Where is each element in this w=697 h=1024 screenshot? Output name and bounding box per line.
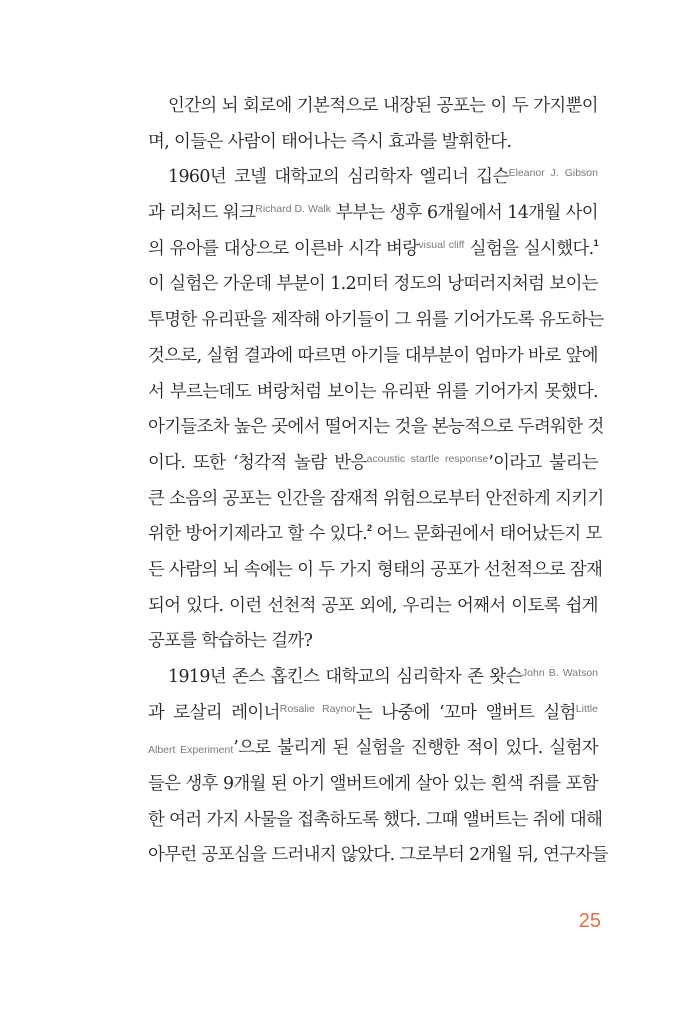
text-segment: ’이라고 불리는 <box>488 452 598 473</box>
text-segment: 부부는 생후 6개월에서 14개월 사이 <box>330 203 598 224</box>
text-line <box>148 160 598 196</box>
english-annotation: visual cliff <box>418 238 465 251</box>
text-line: 큰 소음의 공포는 인간을 잠재적 위험으로부터 안전하게 지키기 <box>148 488 604 509</box>
text-line: 이 실험은 가운데 부분이 1.2미터 정도의 낭떠러지처럼 보이는 <box>148 274 598 295</box>
text-segment: ’으로 불리게 된 실험을 진행한 적이 있다. 실험자 <box>233 738 598 759</box>
text-segment: 는 나중에 ‘꼬마 앨버트 실험 <box>355 702 576 723</box>
text-line: 들은 생후 9개월 된 아기 앨버트에게 살아 있는 흰색 쥐를 포함 <box>148 774 598 795</box>
footnote-marker[interactable]: 2 <box>367 523 372 534</box>
text-line: 되어 있다. 이런 선천적 공포 외에, 우리는 어째서 이토록 쉽게 <box>148 595 598 616</box>
text-line: 며, 이들은 사람이 태어나는 즉시 효과를 발휘한다. <box>148 131 512 152</box>
text-segment: 1919년 존스 홉킨스 대학교의 심리학자 존 왓슨 <box>168 667 522 687</box>
text-line: 아무런 공포심을 드러내지 않았다. 그로부터 2개월 뒤, 연구자들 <box>148 845 608 866</box>
english-annotation: Richard D. Walk <box>255 203 331 216</box>
footnote-marker[interactable]: 1 <box>593 237 598 248</box>
text-line: 아기들조차 높은 곳에서 떨어지는 것을 본능적으로 두려워한 것 <box>148 417 604 438</box>
text-segment: 과 로살리 레이너 <box>148 702 280 723</box>
english-annotation: Rosalie Raynor <box>279 702 356 715</box>
english-annotation: Albert Experiment <box>148 744 234 757</box>
text-line <box>148 446 598 482</box>
text-segment: 의 유아를 대상으로 이른바 시각 벼랑 <box>148 238 419 259</box>
text-line: 인간의 뇌 회로에 기본적으로 내장된 공포는 이 두 가지뿐이 <box>168 96 598 116</box>
text-line: 투명한 유리판을 제작해 아기들이 그 위를 기어가도록 유도하는 <box>148 310 604 331</box>
text-line: 든 사람의 뇌 속에는 이 두 가지 형태의 공포가 선천적으로 잠재 <box>148 559 603 580</box>
text-segment: 이다. 또한 ‘청각적 놀람 반응 <box>148 452 367 473</box>
text-segment: 실험을 실시했다. <box>464 238 594 259</box>
page-number: 25 <box>578 910 601 932</box>
text-line <box>148 696 598 732</box>
text-segment: 과 리처드 워크 <box>148 203 256 224</box>
text-line: 서 부르는데도 벼랑처럼 보이는 유리판 위를 기어가지 못했다. <box>148 381 598 402</box>
text-line: 한 여러 가지 사물을 접촉하도록 했다. 그때 앨버트는 쥐에 대해 <box>148 809 603 830</box>
text-line: 것으로, 실험 결과에 따르면 아기들 대부분이 엄마가 바로 앞에 <box>148 345 598 366</box>
english-annotation: acoustic startle response <box>366 452 489 465</box>
english-annotation: Eleanor J. Gibson <box>508 167 598 180</box>
english-annotation: Little <box>575 702 598 715</box>
text-line <box>148 232 598 268</box>
english-annotation: John B. Watson <box>521 667 598 679</box>
text-segment: 어느 문화권에서 태어났든지 모 <box>371 524 602 545</box>
text-line <box>148 196 598 232</box>
text-line <box>148 731 598 767</box>
body-text <box>148 89 608 874</box>
text-line <box>148 517 602 553</box>
text-line <box>148 660 598 696</box>
text-line: 공포를 학습하는 걸까? <box>148 631 313 652</box>
text-segment: 위한 방어기제라고 할 수 있다. <box>148 524 368 545</box>
text-segment: 1960년 코넬 대학교의 심리학자 엘리너 깁슨 <box>168 167 509 188</box>
